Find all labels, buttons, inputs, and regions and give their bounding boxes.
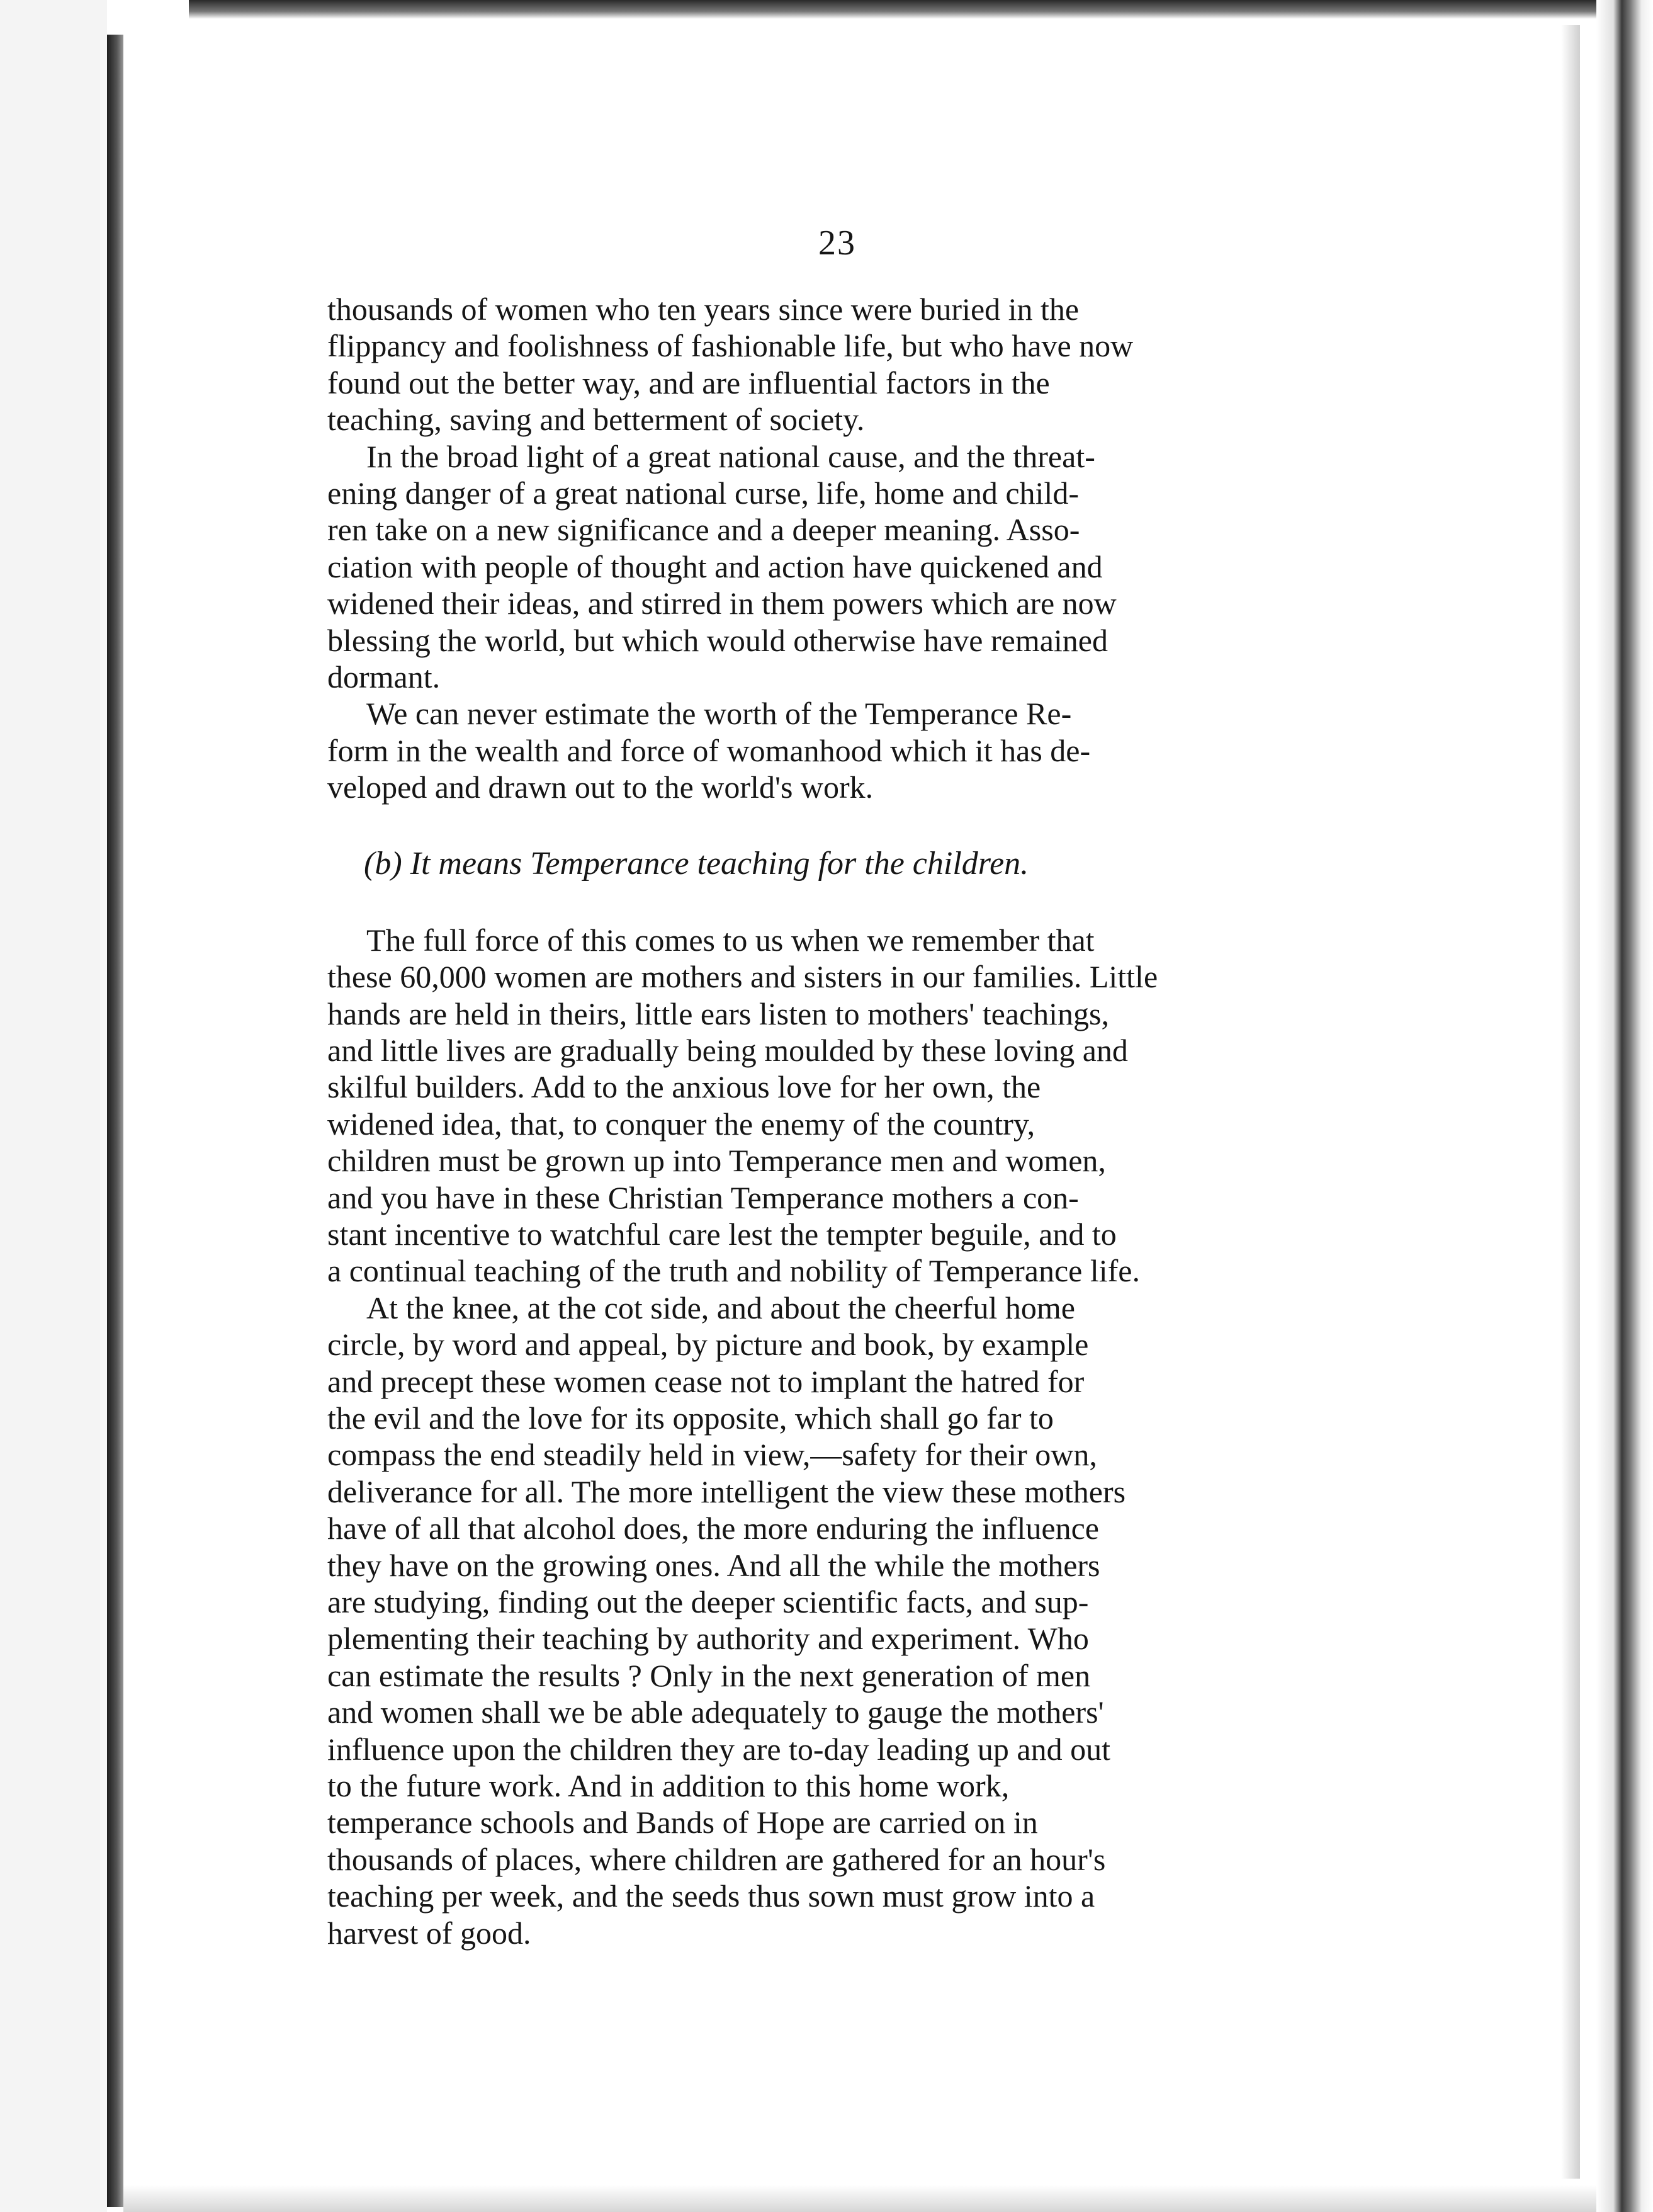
right-book-edge [1596,0,1653,2212]
text-line: and little lives are gradually being moulded by these loving and [327,1032,1128,1068]
page-number: 23 [818,224,856,263]
right-page-shadow [1561,25,1580,2179]
text-line: and you have in these Christian Temperance mothers a con- [327,1179,1079,1215]
text-line: stant incentive to watchful care lest the tempter beguile, and to [327,1216,1117,1252]
paragraph-4 [327,922,1372,1290]
text-line: children must be grown up into Temperance men and women, [327,1143,1106,1179]
book-spine-shadow [107,35,123,2207]
top-edge-shadow [189,0,1653,19]
paragraph-1 [327,291,1372,438]
text-line: teaching per week, and the seeds thus sown must grow into a [327,1878,1095,1914]
text-line: a continual teaching of the truth and nobility of Temperance life. [327,1253,1140,1289]
text-line: widened idea, that, to conquer the enemy of the country, [327,1106,1035,1142]
text-line: form in the wealth and force of womanhood which it has de- [327,732,1091,768]
text-line: dormant. [327,659,441,695]
text-line: widened their ideas, and stirred in them powers which are now [327,586,1117,621]
text-line: The full force of this comes to us when we remember that [366,922,1095,958]
text-line: skilful builders. Add to the anxious love for her own, the [327,1069,1041,1105]
page-body [327,291,1372,1951]
paragraph-3 [327,695,1372,805]
text-line: thousands of women who ten years since were buried in the [327,292,1080,327]
text-line: these 60,000 women are mothers and sisters in our families. Little [327,959,1158,995]
text-line: teaching, saving and betterment of society. [327,402,865,438]
text-line: In the broad light of a great national cause, and the threat- [366,438,1095,474]
text-line: At the knee, at the cot side, and about the cheerful home [366,1290,1075,1325]
section-heading-wrapper [327,845,1372,883]
text-line: harvest of good. [327,1915,531,1951]
text-line: We can never estimate the worth of the Temperance Re- [366,696,1072,732]
text-line: compass the end steadily held in view,—safety for their own, [327,1437,1097,1473]
text-line: can estimate the results ? Only in the next generation of men [327,1657,1091,1693]
text-line: found out the better way, and are influential factors in the [327,365,1050,400]
text-line: they have on the growing ones. And all the while the mothers [327,1547,1100,1583]
facing-page-margin [0,0,107,2212]
text-line: circle, by word and appeal, by picture and book, by example [327,1327,1089,1363]
text-line: thousands of places, where children are gathered for an hour's [327,1841,1106,1877]
text-line: plementing their teaching by authority and experiment. Who [327,1621,1089,1657]
text-line: ening danger of a great national curse, life, home and child- [327,475,1079,511]
text-line: are studying, finding out the deeper scientific facts, and sup- [327,1584,1089,1619]
text-line: the evil and the love for its opposite, which shall go far to [327,1400,1054,1436]
text-line: blessing the world, but which would otherwise have remained [327,622,1108,658]
text-line: have of all that alcohol does, the more enduring the influence [327,1511,1099,1546]
text-line: to the future work. And in addition to this home work, [327,1768,1010,1804]
text-line: and precept these women cease not to implant the hatred for [327,1363,1085,1399]
text-line: temperance schools and Bands of Hope are carried on in [327,1805,1038,1840]
text-line: deliverance for all. The more intelligent the view these mothers [327,1473,1126,1509]
bottom-page-edge [123,2185,1596,2212]
paragraph-5 [327,1290,1372,1951]
text-line: ciation with people of thought and action have quickened and [327,548,1103,584]
section-heading: (b) It means Temperance teaching for the children. [364,845,1029,882]
text-line: influence upon the children they are to-day leading up and out [327,1731,1111,1767]
text-line: hands are held in theirs, little ears listen to mothers' teachings, [327,995,1110,1031]
text-line: veloped and drawn out to the world's work. [327,769,874,805]
text-line: and women shall we be able adequately to gauge the mothers' [327,1694,1104,1730]
text-line: ren take on a new significance and a deeper meaning. Asso- [327,512,1080,548]
paragraph-2 [327,438,1372,696]
text-line: flippancy and foolishness of fashionable life, but who have now [327,328,1134,364]
